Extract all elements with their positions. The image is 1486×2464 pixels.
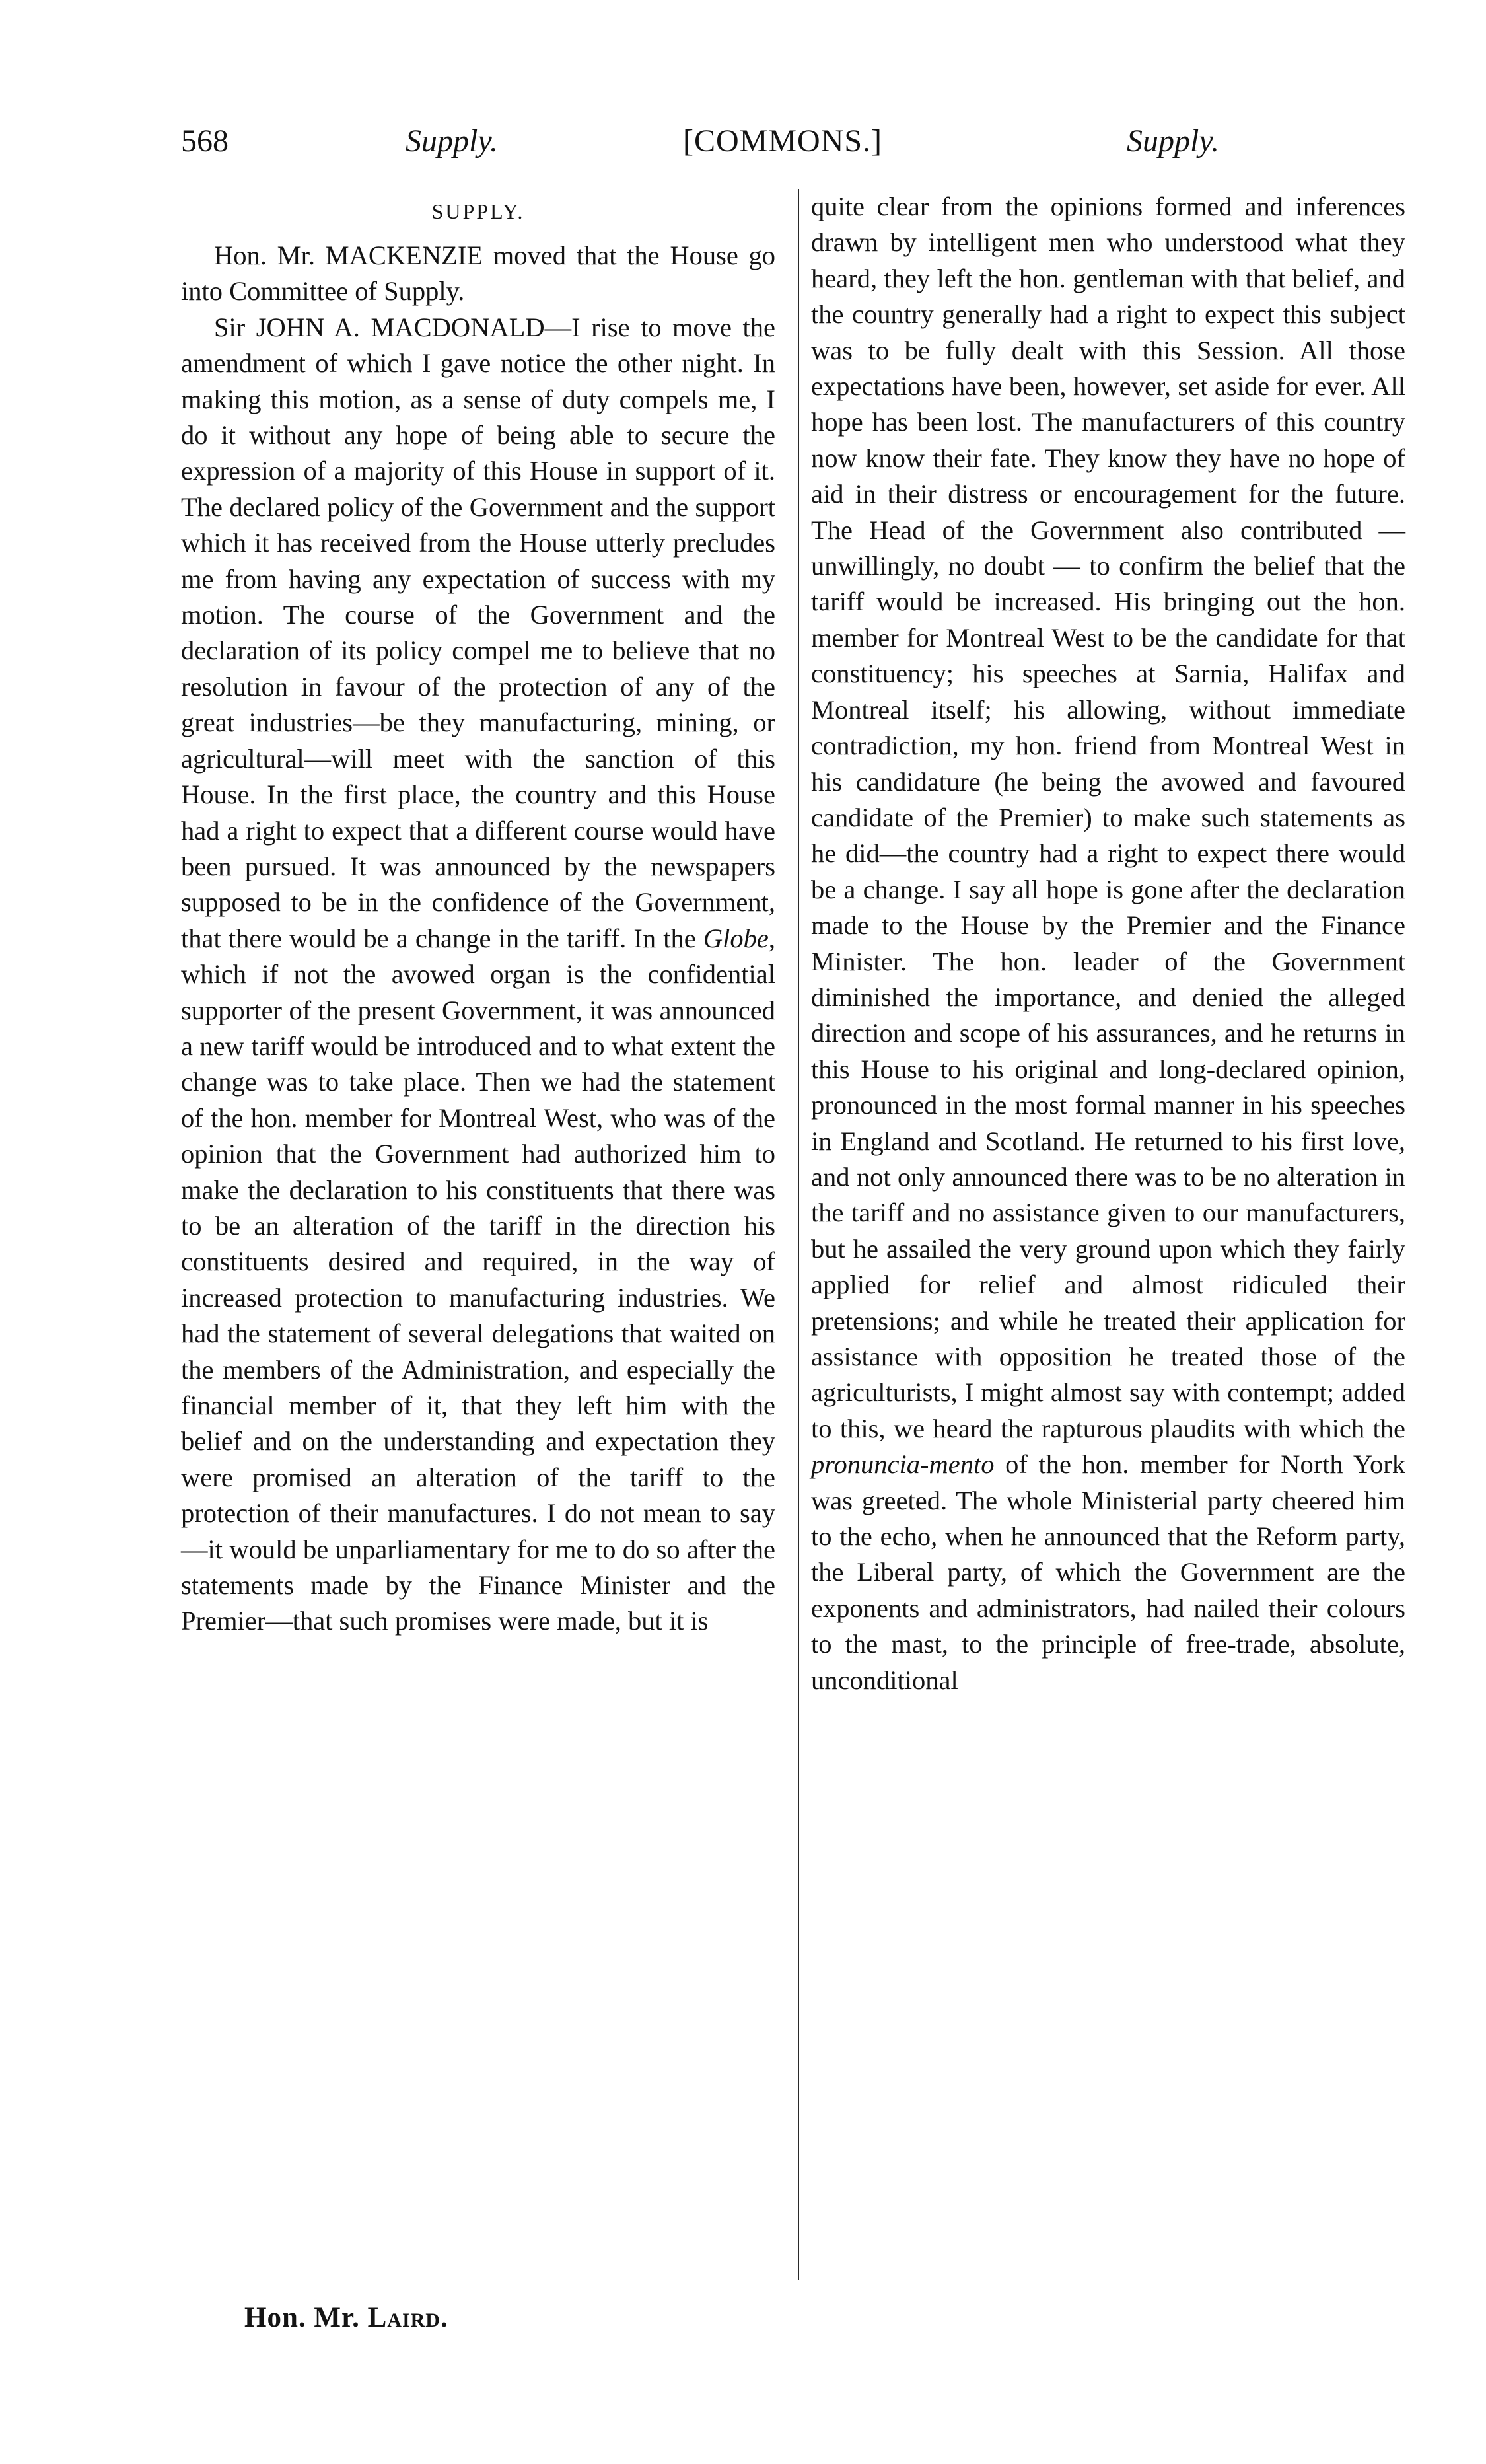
page-header [181, 123, 1219, 169]
running-head-right: Supply. [1127, 124, 1219, 159]
paragraph-continued [811, 189, 1405, 1698]
section-title: SUPPLY. [431, 199, 525, 223]
running-head-center: [COMMONS.] [683, 124, 883, 159]
paragraph-mackenzie-motion: Hon. Mr. MACKENZIE moved that the House go into Committee of Supply. [181, 240, 775, 307]
macdonald-speech-continuation: , which if not the avowed organ is the confidential supporter of the present Government, it was announced a new tariff would be introduced and to what extent the change was to take place. Then we had the statement of the hon. member for Montreal West, who was of the opinion that the Government had authorized him to make the declaration to his constituents that there was to be an alteration of the tariff in the direction his constituents desired and required, in the way of increased protection to manufacturing industries. We had the statement of several delegations that waited on the members of the Administration, and especially the financial member of it, that they left him with the belief and on the understanding and expectation they were promised an alteration of the tariff to the protection of their manufactures. I do not mean to say—it would be unparliamentary for me to do so after the statements made by the Finance Minister and the Premier—that such promises were made, but it is [181, 923, 775, 1636]
footer-prefix: Hon. Mr. [244, 2302, 360, 2333]
macdonald-speech-text: Sir JOHN A. MACDONALD—I rise to move the amendment of which I gave notice the other night. In making this motion, as a sense of duty compels me, I do it without any hope of being able to secure the expression of a majority of this House in support of it. The declared policy of the Government and the support which it has received from the House utterly precludes me from having any expectation of success with my motion. The course of the Government and the declaration of its policy compel me to believe that no resolution in favour of the protection of any of the great industries—be they manufacturing, mining, or agricultural—will meet with the sanction of this House. In the first place, the country and this House had a right to expect that a different course would have been pursued. It was announced by the newspapers supposed to be in the confidence of the Government, that there would be a change in the tariff. In the [181, 312, 775, 953]
right-text-after: of the hon. member for North York was greeted. The whole Ministerial party cheered him to the echo, when he announced that the Reform party, the Liberal party, of which the Government are the exponents and administrators, had nailed their colours to the mast, to the principle of free-trade, absolute, unconditional [811, 1449, 1405, 1695]
column-divider [798, 189, 799, 2280]
right-column [811, 189, 1405, 1698]
left-column [181, 189, 775, 1640]
running-head-left: Supply. [406, 124, 498, 159]
right-text-before: quite clear from the opinions formed and inferences drawn by intelligent men who understood what they heard, they left the hon. gentleman with that belief, and the country generally had a right to expect this subject was to be fully dealt with this Session. All those expectations have been, however, set aside for ever. All hope has been lost. The manufacturers of this country now know their fate. They know they have no hope of aid in their distress or encouragement for the future. The Head of the Government also contributed — unwillingly, no doubt — to confirm the belief that the tariff would be increased. His bringing out the hon. member for Montreal West to be the candidate for that constituency; his speeches at Sarnia, Halifax and Montreal itself; his allowing, without immediate contradiction, my hon. friend from Montreal West in his candidature (he being the avowed and favoured candidate of the Premier) to make such statements as he did—the country had a right to expect there would be a change. I say all hope is gone after the declaration made to the House by the Premier and the Finance Minister. The hon. leader of the Government diminished the importance, and denied the alleged direction and scope of his assurances, and he returns in this House to his original and long-declared opinion, pronounced in the most formal manner in his speeches in England and Scotland. He returned to his first love, and not only announced there was to be no alteration in the tariff and no assistance given to our manufacturers, but he assailed the very ground upon which they fairly applied for relief and almost ridiculed their pretensions; and while he treated their application for assistance with opposition he treated those of the agriculturists, I might almost say with contempt; added to this, we heard the rapturous plaudits with which the [811, 192, 1405, 1443]
footer-name: Laird. [367, 2302, 448, 2333]
page-number: 568 [181, 124, 229, 159]
page-footer-speaker [244, 2301, 448, 2334]
paragraph-macdonald-speech [181, 310, 775, 1640]
globe-title: Globe [703, 923, 769, 953]
pronunciamento-word: pronuncia-mento [811, 1449, 995, 1480]
